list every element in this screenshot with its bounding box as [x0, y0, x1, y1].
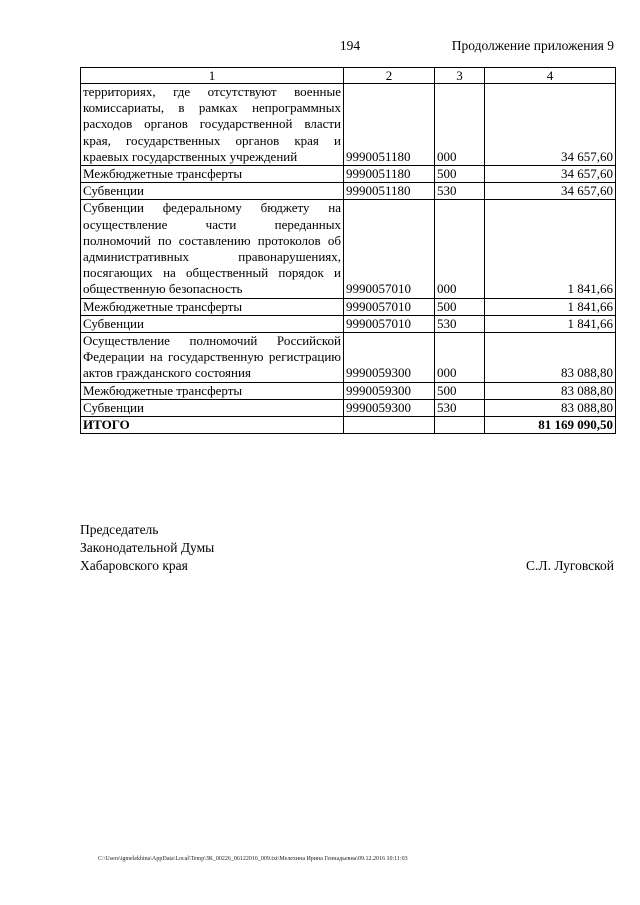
total-label: ИТОГО — [81, 417, 344, 434]
row-expense-type: 000 — [435, 84, 485, 166]
table-row — [81, 333, 616, 383]
row-description: Субвенции — [81, 315, 344, 332]
total-row — [81, 417, 616, 434]
row-expense-type: 000 — [435, 200, 485, 298]
table-row — [81, 166, 616, 183]
column-header: 3 — [435, 68, 485, 84]
signatory-position — [80, 521, 214, 576]
row-target-code: 9990059300 — [344, 333, 435, 383]
row-amount: 34 657,60 — [485, 183, 616, 200]
empty-cell — [435, 417, 485, 434]
row-expense-type: 500 — [435, 382, 485, 399]
row-target-code: 9990059300 — [344, 382, 435, 399]
row-expense-type: 530 — [435, 315, 485, 332]
row-expense-type: 530 — [435, 183, 485, 200]
page-number: 194 — [339, 38, 361, 53]
file-path-footer: C:\Users\igmelekhina\AppData\Local\Temp\ЗК_00226_06122016_009.txt\Мелехина Ирина Геннадьевна\09.12.2016 10:11:03 — [98, 856, 408, 862]
row-description: Субвенции — [81, 399, 344, 416]
budget-table — [80, 67, 616, 434]
row-amount: 83 088,80 — [485, 399, 616, 416]
row-target-code: 9990057010 — [344, 315, 435, 332]
column-number-row — [81, 68, 616, 84]
row-description: Субвенции федеральному бюджету на осуществление части переданных полномочий по составлению протоколов об административных правонарушениях, посягающих на общественный порядок и общественную безопасность — [81, 200, 344, 298]
row-amount: 34 657,60 — [485, 84, 616, 166]
column-header: 4 — [485, 68, 616, 84]
signatory-title-line: Законодательной Думы — [80, 540, 215, 556]
signatory-name: С.Л. Луговской — [526, 558, 614, 573]
row-expense-type: 530 — [435, 399, 485, 416]
row-description: Межбюджетные трансферты — [81, 298, 344, 315]
row-target-code: 9990057010 — [344, 200, 435, 298]
table-row — [81, 183, 616, 200]
row-description: Осуществление полномочий Российской Федерации на государственную регистрацию актов гражданского состояния — [81, 333, 344, 383]
row-target-code: 9990057010 — [344, 298, 435, 315]
row-target-code: 9990051180 — [344, 166, 435, 183]
row-target-code: 9990051180 — [344, 183, 435, 200]
row-amount: 34 657,60 — [485, 166, 616, 183]
column-header: 2 — [344, 68, 435, 84]
row-amount: 83 088,80 — [485, 382, 616, 399]
table-row — [81, 84, 616, 166]
total-amount: 81 169 090,50 — [485, 417, 616, 434]
table-row — [81, 382, 616, 399]
row-description: Субвенции — [81, 183, 344, 200]
row-amount: 1 841,66 — [485, 315, 616, 332]
column-header: 1 — [81, 68, 344, 84]
row-amount: 1 841,66 — [485, 200, 616, 298]
row-target-code: 9990051180 — [344, 84, 435, 166]
row-expense-type: 000 — [435, 333, 485, 383]
signatory-title-line: Председатель — [80, 522, 159, 537]
table-row — [81, 200, 616, 298]
row-description: территориях, где отсутствуют военные комиссариаты, в рамках непрограммных расходов органов государственной власти края, государственных органов края и краевых государственных учреждений — [81, 84, 344, 166]
row-description: Межбюджетные трансферты — [81, 382, 344, 399]
row-target-code: 9990059300 — [344, 399, 435, 416]
table-row — [81, 399, 616, 416]
row-amount: 1 841,66 — [485, 298, 616, 315]
table-row — [81, 298, 616, 315]
table-row — [81, 315, 616, 332]
signatory-title-line: Хабаровского края — [80, 558, 188, 574]
row-expense-type: 500 — [435, 298, 485, 315]
row-amount: 83 088,80 — [485, 333, 616, 383]
row-description: Межбюджетные трансферты — [81, 166, 344, 183]
empty-cell — [344, 417, 435, 434]
row-expense-type: 500 — [435, 166, 485, 183]
appendix-continuation-label: Продолжение приложения 9 — [451, 38, 614, 53]
